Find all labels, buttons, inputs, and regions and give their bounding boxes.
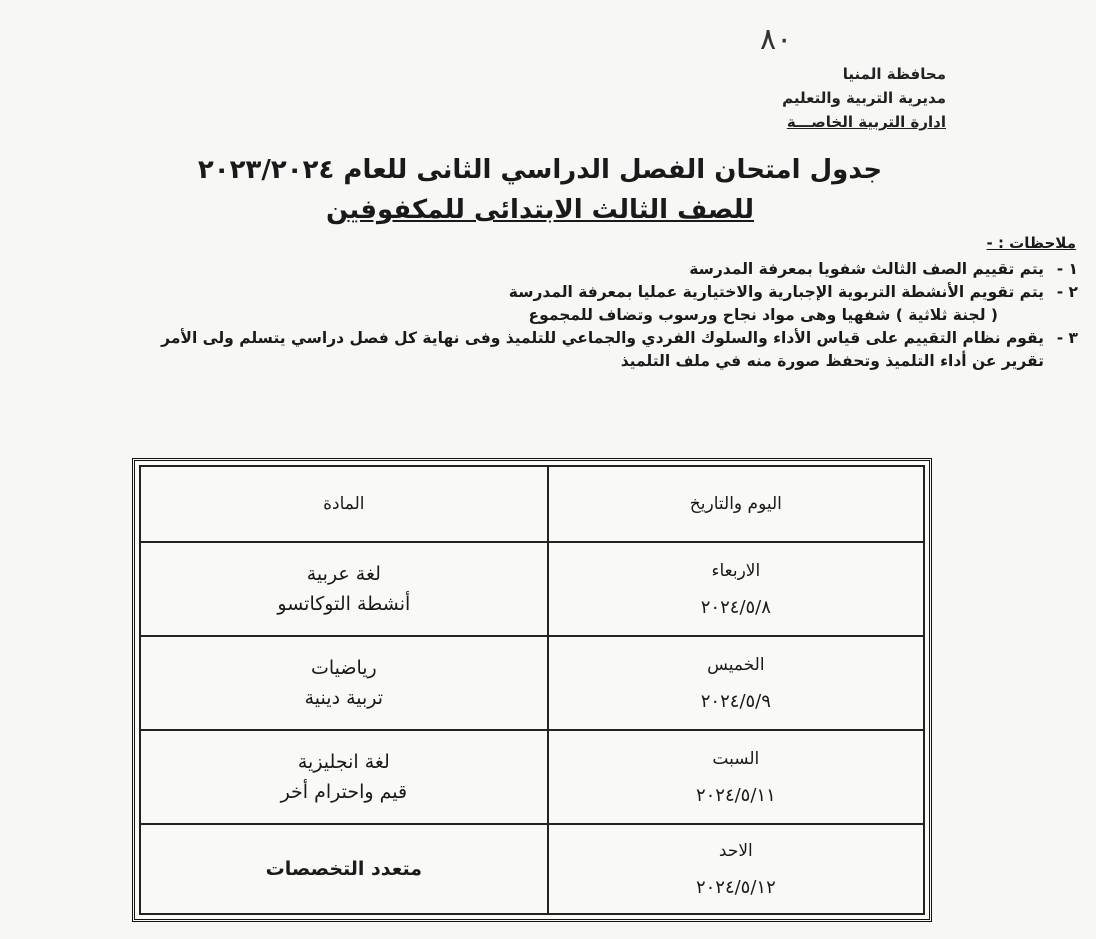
exam-date: ٢٠٢٤/٥/٩: [700, 690, 771, 712]
note-number: ٢ -: [1056, 283, 1078, 301]
subject-name: تربية دينية: [304, 687, 384, 709]
governorate-label: محافظة المنيا: [842, 65, 946, 83]
table-row: [140, 730, 924, 824]
subject-cell: [140, 636, 548, 730]
note-text: يتم تقويم الأنشطة التربوية الإجبارية والاختيارية عمليا بمعرفة المدرسة: [508, 283, 1044, 301]
subject-name: أنشطة التوكاتسو: [277, 593, 411, 615]
department-label: ادارة التربية الخاصـــة: [786, 113, 946, 131]
note-continuation: تقرير عن أداء التلميذ وتحفظ صورة منه في ملف التلميذ: [620, 352, 1044, 370]
note-item: [3, 281, 1078, 304]
note-text: يتم تقييم الصف الثالث شفويا بمعرفة المدرسة: [689, 260, 1044, 278]
page-number: ٨٠: [760, 22, 793, 57]
note-item: [3, 258, 1078, 281]
table-header-row: [140, 466, 924, 542]
directorate-label: مديرية التربية والتعليم: [782, 89, 946, 107]
exam-date: ٢٠٢٤/٥/١١: [695, 784, 776, 806]
day-date-cell: [548, 636, 924, 730]
day-name: الاربعاء: [711, 560, 761, 581]
document-title: [150, 150, 930, 230]
day-name: الاحد: [718, 840, 753, 861]
table-row: [140, 542, 924, 636]
exam-date: ٢٠٢٤/٥/٨: [700, 596, 771, 618]
subject-name: قيم واحترام أخر: [280, 781, 408, 803]
day-date-cell: [548, 824, 924, 914]
day-date-header: اليوم والتاريخ: [548, 466, 924, 542]
title-line-1: جدول امتحان الفصل الدراسي الثانى للعام ٢٠٢٣/٢٠٢٤: [197, 155, 883, 185]
title-line-2: للصف الثالث الابتدائى للمكفوفين: [325, 195, 755, 225]
subject-name: لغة انجليزية: [297, 751, 390, 773]
exam-schedule-table-frame: [132, 458, 932, 922]
issuer-header: [782, 62, 946, 134]
note-number: ١ -: [1056, 260, 1078, 278]
exam-schedule-table: [139, 465, 925, 915]
notes-list: [3, 258, 1078, 373]
note-text: يقوم نظام التقييم على قياس الأداء والسلوك الفردي والجماعي للتلميذ وفى نهاية كل فصل دراسي يتسلم ولى الأمر: [161, 329, 1044, 347]
table-row: [140, 636, 924, 730]
note-number: ٣ -: [1056, 329, 1078, 347]
subject-cell: [140, 824, 548, 914]
subject-cell: [140, 730, 548, 824]
day-date-cell: [548, 542, 924, 636]
table-row: [140, 824, 924, 914]
subject-cell: [140, 542, 548, 636]
subject-name: متعدد التخصصات: [265, 858, 423, 880]
exam-date: ٢٠٢٤/٥/١٢: [695, 876, 776, 898]
notes-label: ملاحظات : -: [986, 234, 1076, 252]
day-name: السبت: [712, 748, 760, 769]
day-date-cell: [548, 730, 924, 824]
note-item: [3, 327, 1078, 350]
subject-header: المادة: [140, 466, 548, 542]
subject-name: لغة عربية: [306, 563, 381, 585]
day-name: الخميس: [707, 654, 765, 675]
note-continuation: ( لجنة ثلاثية ) شفهيا وهى مواد نجاح ورسوب وتضاف للمجموع: [528, 306, 998, 324]
subject-name: رياضيات: [310, 657, 377, 679]
